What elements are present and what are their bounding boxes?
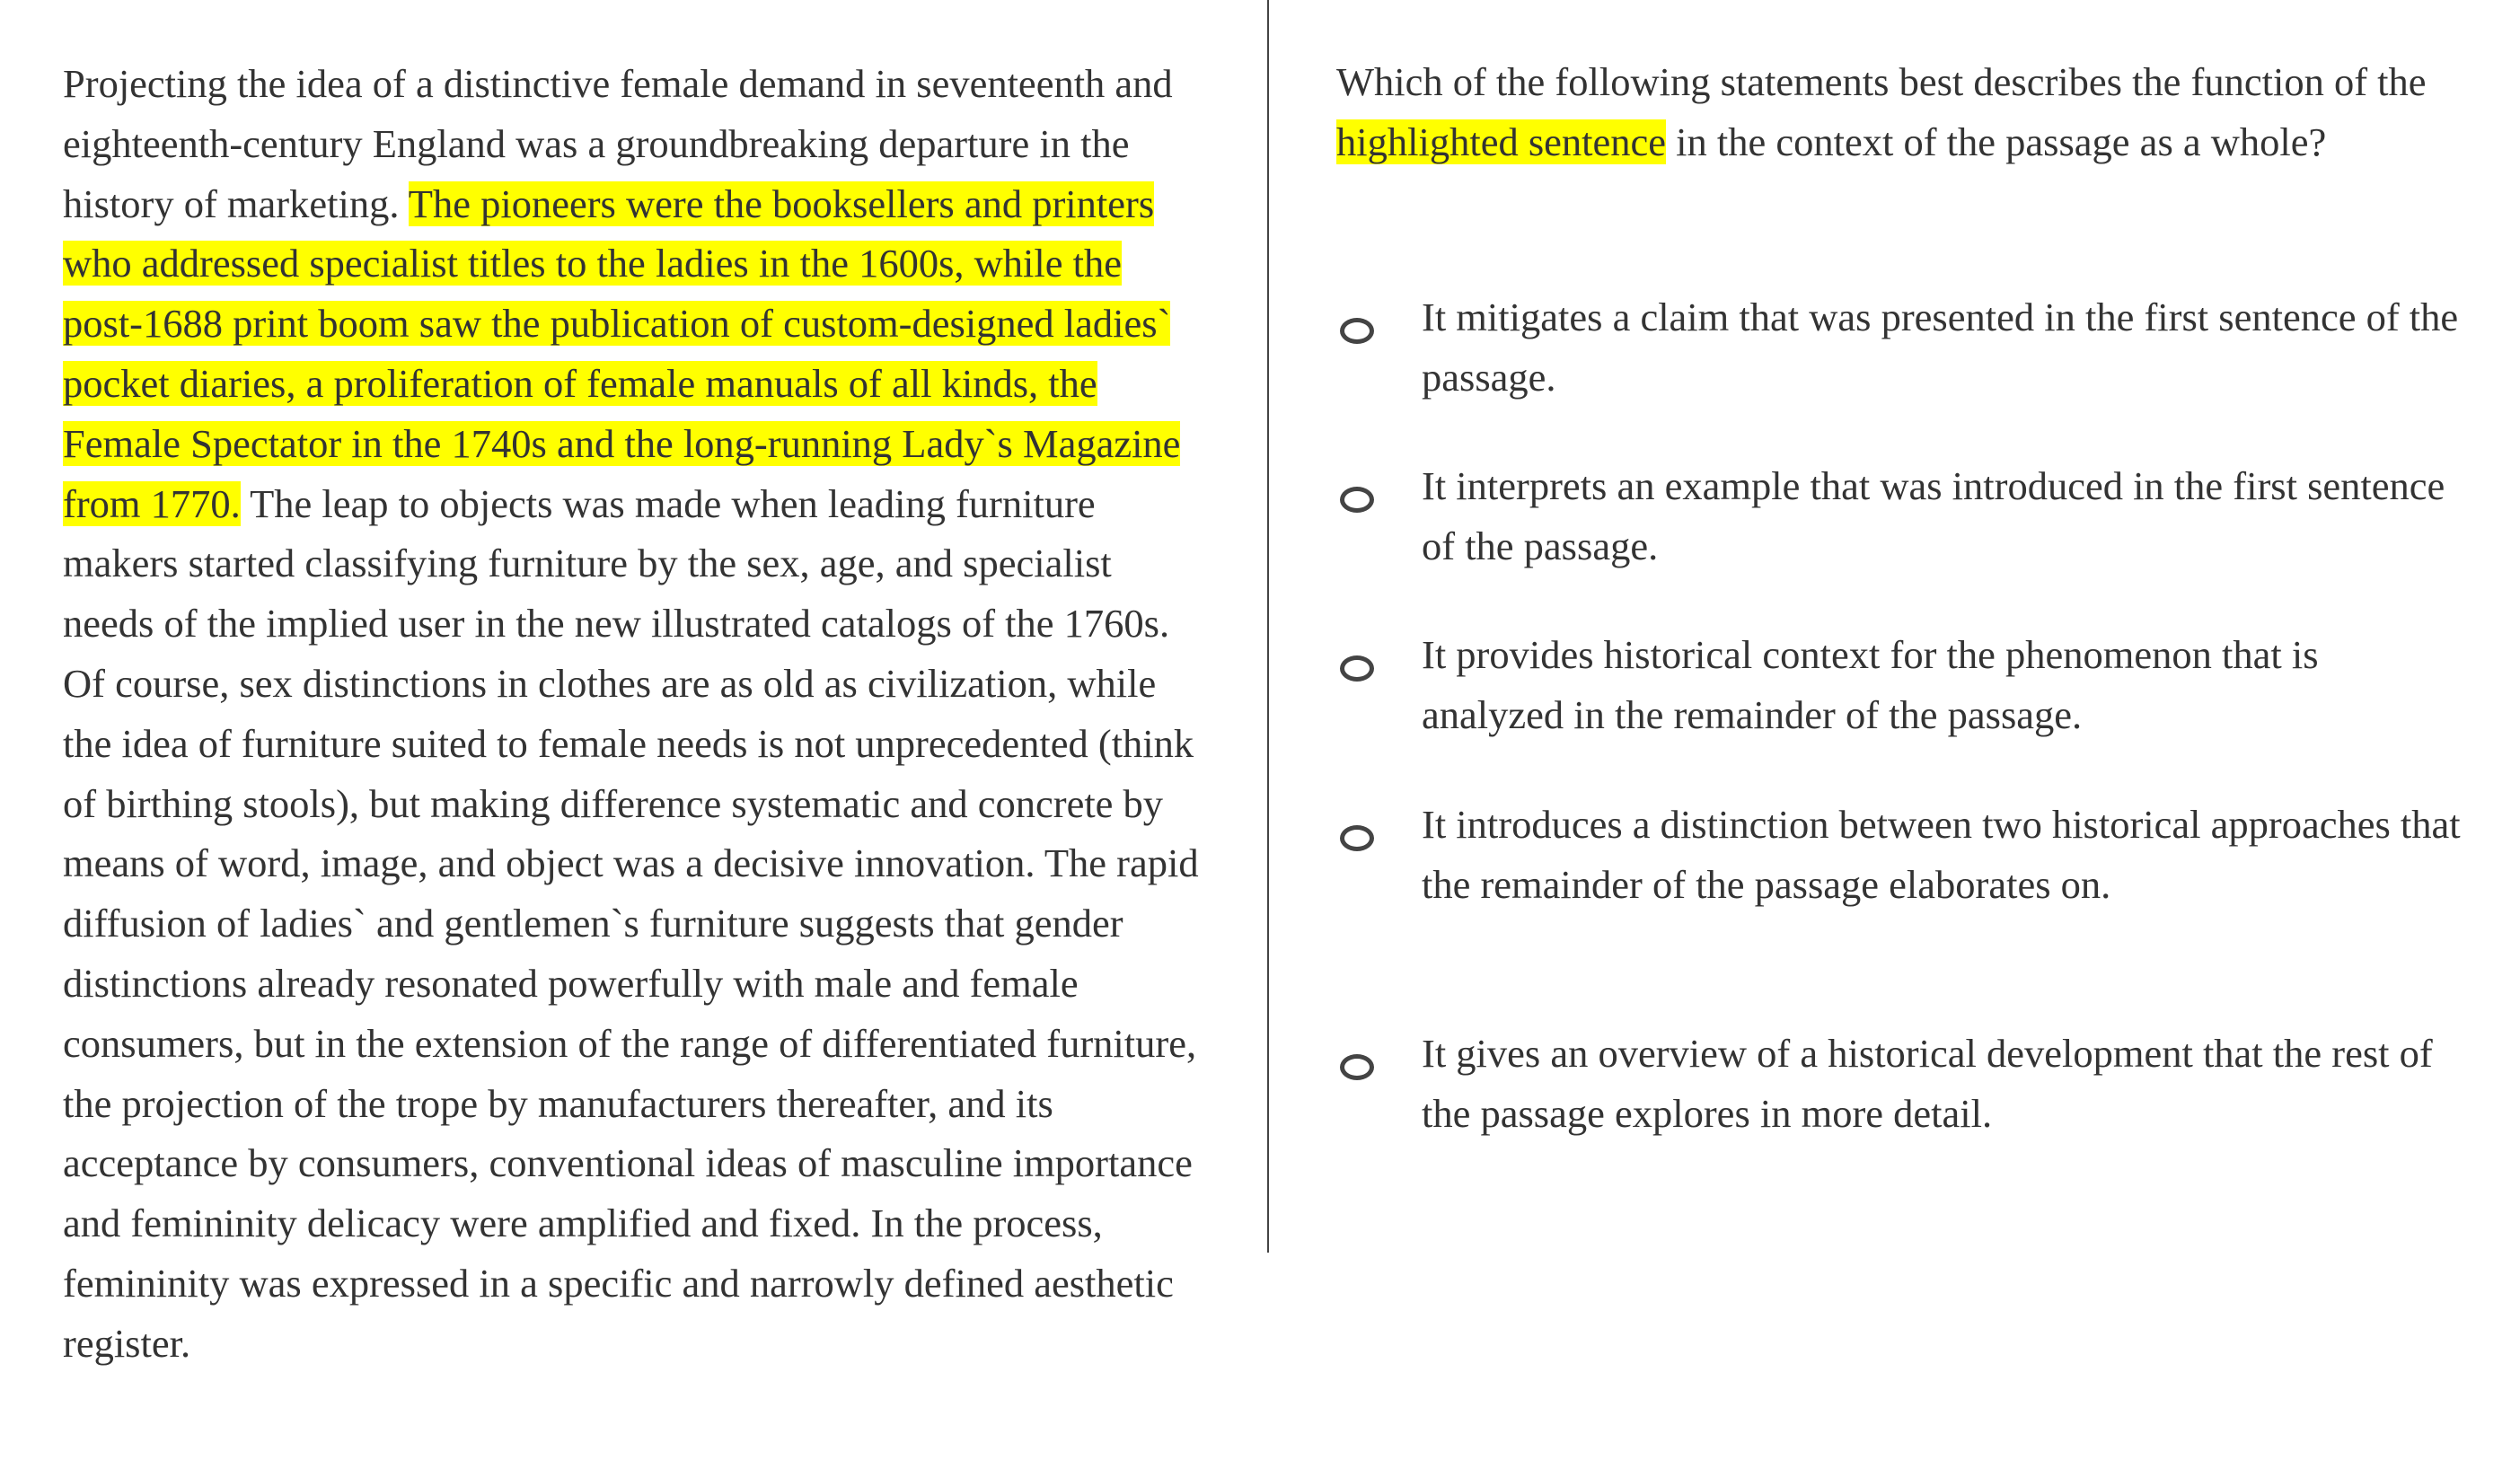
answer-choice-label[interactable]: It interprets an example that was introduced in the first sentence of the passage. [1422, 463, 2445, 568]
radio-button-icon[interactable] [1340, 825, 1374, 851]
passage-text-before-highlight: Projecting the idea of a distinctive female demand in seventeenth and eighteenth-century England was a groundbreaking departure in the history of marketing. [63, 61, 1173, 226]
question-highlighted-phrase: highlighted sentence [1336, 119, 1667, 164]
radio-button-icon[interactable] [1340, 318, 1374, 344]
passage-highlighted-sentence: The pioneers were the booksellers and printers who addressed specialist titles to the ladies in the 1600s, while the post-1688 print boom saw the publication of custom-designed ladies` pocket diaries, a proliferation of female manuals of all kinds, the Female Spectator in the 1740s and the long-running Lady`s Magazine from 1770. [63, 180, 1181, 526]
answer-choice-label[interactable]: It introduces a distinction between two historical approaches that the remainder of the passage elaborates on. [1422, 802, 2461, 907]
radio-button-icon[interactable] [1340, 487, 1374, 513]
question-panel [1336, 52, 2468, 1136]
radio-button-icon[interactable] [1340, 1054, 1374, 1080]
answer-choice-label[interactable]: It mitigates a claim that was presented in the first sentence of the passage. [1422, 295, 2459, 400]
reading-passage [63, 54, 1208, 1374]
question-stem [1336, 52, 2468, 172]
question-text-before: Which of the following statements best describes the function of the [1336, 59, 2427, 104]
answer-choice-label[interactable]: It gives an overview of a historical development that the rest of the passage explores in more detail. [1422, 1031, 2433, 1136]
question-text-after: in the context of the passage as a whole? [1666, 119, 2327, 164]
column-divider [1267, 0, 1269, 1253]
answer-choice-label[interactable]: It provides historical context for the phenomenon that is analyzed in the remainder of the passage. [1422, 632, 2319, 737]
radio-button-icon[interactable] [1340, 655, 1374, 682]
passage-text-after-highlight: The leap to objects was made when leading furniture makers started classifying furniture by the sex, age, and specialist needs of the implied user in the new illustrated catalogs of the 1760s. Of course, sex distinctions in clothes are as old as civilization, while the idea of furniture suited to female needs is not unprecedented (think of birthing stools), but making difference systematic and concrete by means of word, image, and object was a decisive innovation. The rapid diffusion of ladies` and gentlemen`s furniture suggests that gender distinctions already resonated powerfully with male and female consumers, but in the extension of the range of differentiated furniture, the projection of the trope by manufacturers thereafter, and its acceptance by consumers, conventional ideas of masculine importance and femininity delicacy were amplified and fixed. In the process, femininity was expressed in a specific and narrowly defined aesthetic register. [63, 480, 1199, 1366]
